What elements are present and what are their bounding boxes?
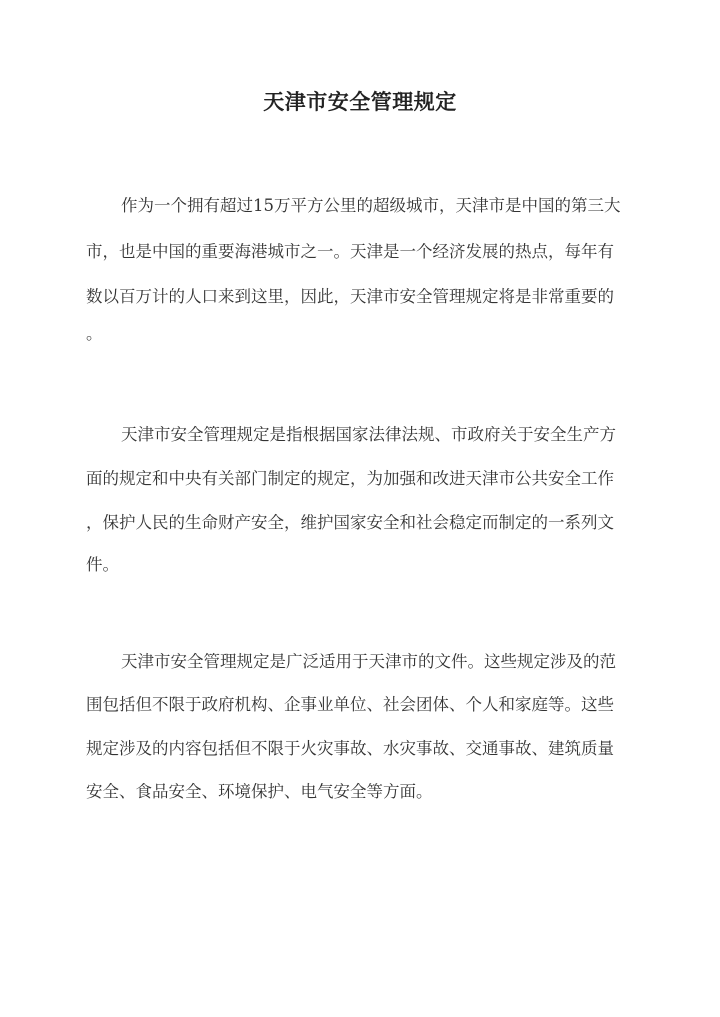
paragraph-line: 天津市安全管理规定是指根据国家法律法规、市政府关于安全生产方 bbox=[121, 425, 616, 444]
paragraph-line: 围包括但不限于政府机构、企事业单位、社会团体、个人和家庭等。这些 bbox=[86, 695, 614, 714]
paragraph-line: 件。 bbox=[86, 555, 119, 574]
paragraph-line: 市，也是中国的重要海港城市之一。天津是一个经济发展的热点，每年有 bbox=[86, 242, 614, 261]
paragraph-line: 数以百万计的人口来到这里，因此，天津市安全管理规定将是非常重要的 bbox=[86, 287, 614, 306]
paragraph-line: 作为一个拥有超过15万平方公里的超级城市，天津市是中国的第三大 bbox=[121, 196, 621, 215]
paragraph-line: 规定涉及的内容包括但不限于火灾事故、水灾事故、交通事故、建筑质量 bbox=[86, 739, 614, 758]
paragraph-line: 。 bbox=[86, 324, 103, 343]
paragraph-line: 安全、食品安全、环境保护、电气安全等方面。 bbox=[86, 782, 433, 801]
document-title: 天津市安全管理规定 bbox=[263, 89, 457, 114]
paragraph-line: ，保护人民的生命财产安全，维护国家安全和社会稳定而制定的一系列文 bbox=[86, 513, 614, 532]
paragraph-line: 面的规定和中央有关部门制定的规定，为加强和改进天津市公共安全工作 bbox=[86, 469, 614, 488]
paragraph-line: 天津市安全管理规定是广泛适用于天津市的文件。这些规定涉及的范 bbox=[121, 652, 616, 671]
